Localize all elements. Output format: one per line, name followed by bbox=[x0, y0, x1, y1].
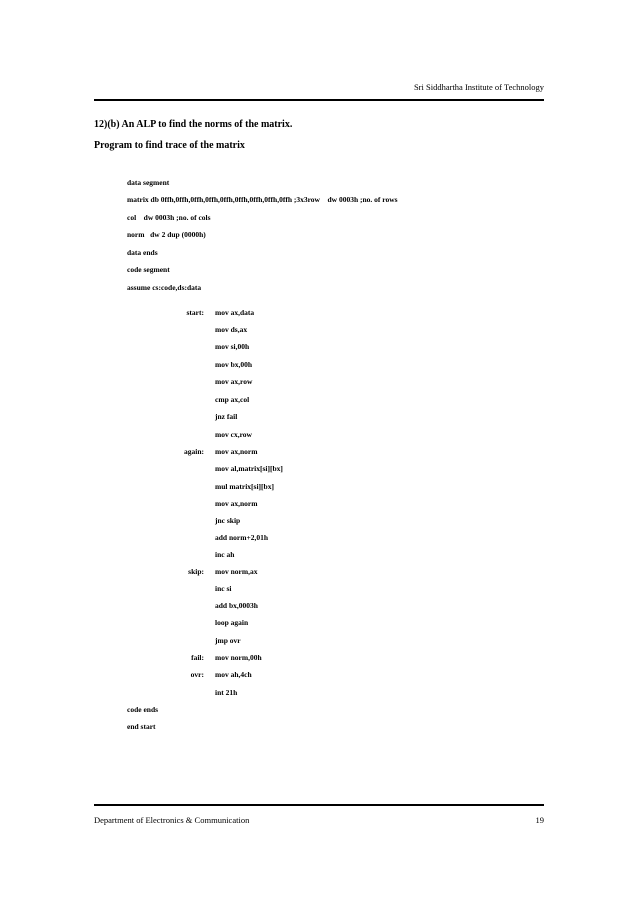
code-instruction: mul matrix[si][bx] bbox=[215, 482, 274, 491]
code-instruction: mov ds,ax bbox=[215, 325, 248, 334]
code-instruction: add bx,0003h bbox=[215, 601, 258, 610]
header-rule bbox=[94, 99, 544, 101]
code-line: assume cs:code,ds:data bbox=[127, 283, 202, 292]
code-instruction: mov cx,row bbox=[215, 430, 252, 439]
page-number: 19 bbox=[535, 815, 544, 825]
code-line: matrix db 0ffh,0ffh,0ffh,0ffh,0ffh,0ffh,0ffh,0ffh,0ffh ;3x3row dw 0003h ;no. of rows bbox=[127, 195, 398, 204]
code-instruction: cmp ax,col bbox=[215, 395, 250, 404]
code-instruction: loop again bbox=[215, 618, 249, 627]
code-label-start: start: bbox=[186, 308, 204, 317]
code-instruction: mov norm,00h bbox=[215, 653, 262, 662]
code-instruction: jnz fail bbox=[215, 412, 238, 421]
footer-rule bbox=[94, 804, 544, 806]
code-line: data segment bbox=[127, 178, 170, 187]
code-instruction: mov al,matrix[si][bx] bbox=[215, 464, 283, 473]
code-instruction: inc ah bbox=[215, 550, 235, 559]
code-line: norm dw 2 dup (0000h) bbox=[127, 230, 206, 239]
code-instruction: mov bx,00h bbox=[215, 360, 253, 369]
code-instruction: jnc skip bbox=[215, 516, 241, 525]
code-label-again: again: bbox=[183, 447, 204, 456]
code-label-fail: fail: bbox=[191, 653, 204, 662]
code-line: code ends bbox=[127, 705, 159, 714]
code-instruction: int 21h bbox=[215, 688, 238, 697]
code-instruction: mov si,00h bbox=[215, 342, 250, 351]
code-instruction: mov ax,norm bbox=[215, 499, 258, 508]
code-instruction: add norm+2,01h bbox=[215, 533, 269, 542]
code-line: code segment bbox=[127, 265, 170, 274]
page-title: 12)(b) An ALP to find the norms of the matrix. bbox=[94, 119, 293, 130]
code-instruction: jmp ovr bbox=[215, 636, 241, 645]
code-line: data ends bbox=[127, 248, 158, 257]
code-instruction: mov norm,ax bbox=[215, 567, 258, 576]
code-instruction: mov ax,row bbox=[215, 377, 253, 386]
code-line: end start bbox=[127, 722, 156, 731]
code-instruction: mov ax,norm bbox=[215, 447, 258, 456]
header-institute: Sri Siddhartha Institute of Technology bbox=[413, 82, 544, 92]
code-instruction: mov ax,data bbox=[215, 308, 255, 317]
code-line: col dw 0003h ;no. of cols bbox=[127, 213, 211, 222]
code-instruction: mov ah,4ch bbox=[215, 670, 252, 679]
code-label-skip: skip: bbox=[188, 567, 204, 576]
footer-department: Department of Electronics & Communication bbox=[94, 815, 250, 825]
page-subtitle: Program to find trace of the matrix bbox=[94, 140, 245, 151]
code-label-ovr: ovr: bbox=[190, 670, 204, 679]
code-instruction: inc si bbox=[215, 584, 232, 593]
